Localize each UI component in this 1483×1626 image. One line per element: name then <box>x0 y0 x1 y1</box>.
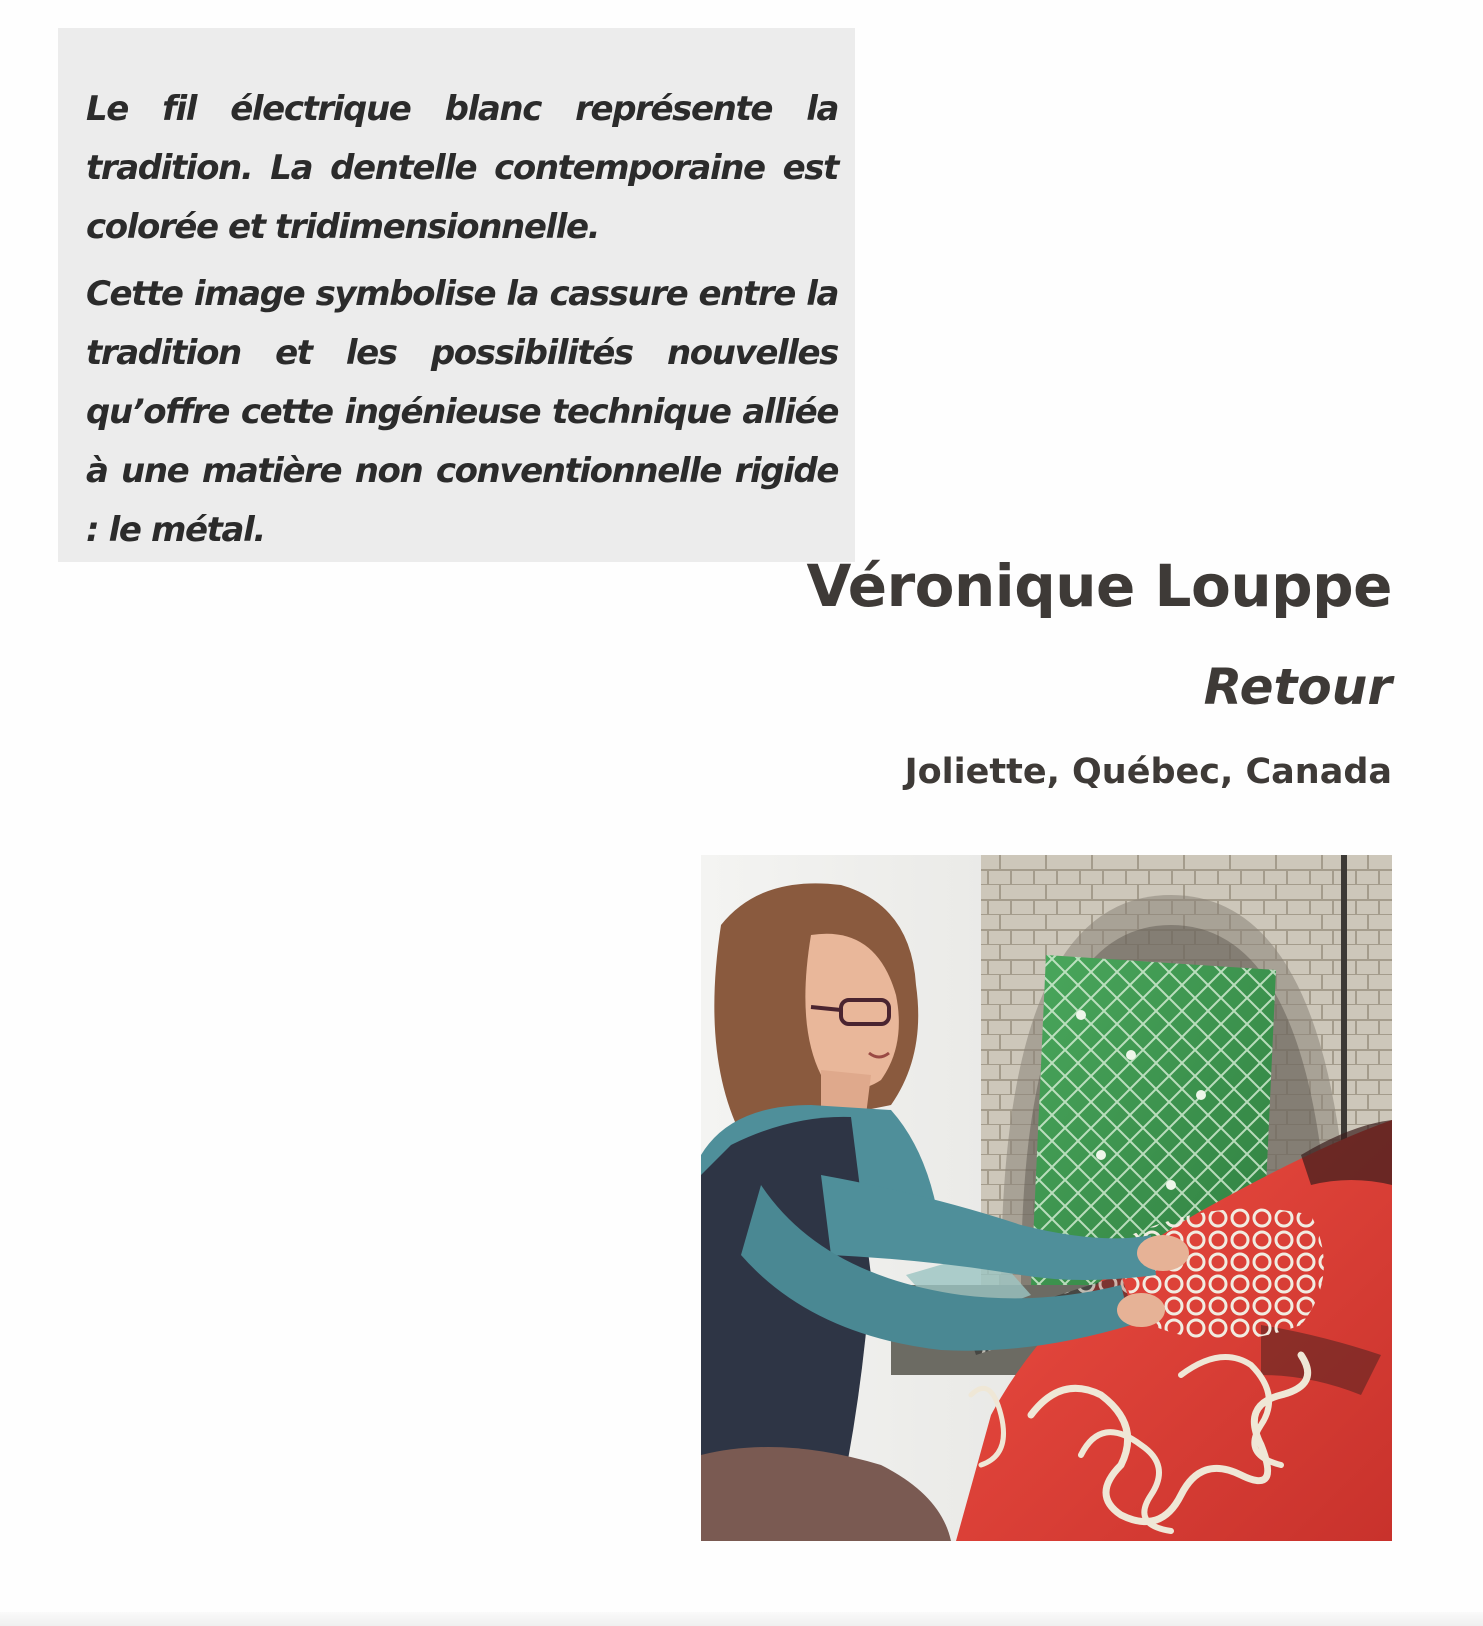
artist-photo <box>701 855 1392 1541</box>
description-paragraph-2: Cette image symbolise la cassure entre la tradition et les possibilités nouvelles qu’offre cette ingénieuse technique alliée à une matière non conventionnelle rigide : le métal. <box>86 274 838 550</box>
artist-location: Joliette, Québec, Canada <box>904 752 1392 792</box>
artist-name: Véronique Louppe <box>806 552 1392 620</box>
description-paragraph-1: Le fil électrique blanc représente la tradition. La dentelle contemporaine est colorée et tridimensionnelle. <box>86 89 838 247</box>
description-text <box>86 80 838 560</box>
description-text-block <box>58 28 855 562</box>
scan-edge <box>0 1612 1483 1626</box>
artist-working-on-lace-photo <box>701 855 1392 1541</box>
work-title: Retour <box>1203 658 1392 716</box>
